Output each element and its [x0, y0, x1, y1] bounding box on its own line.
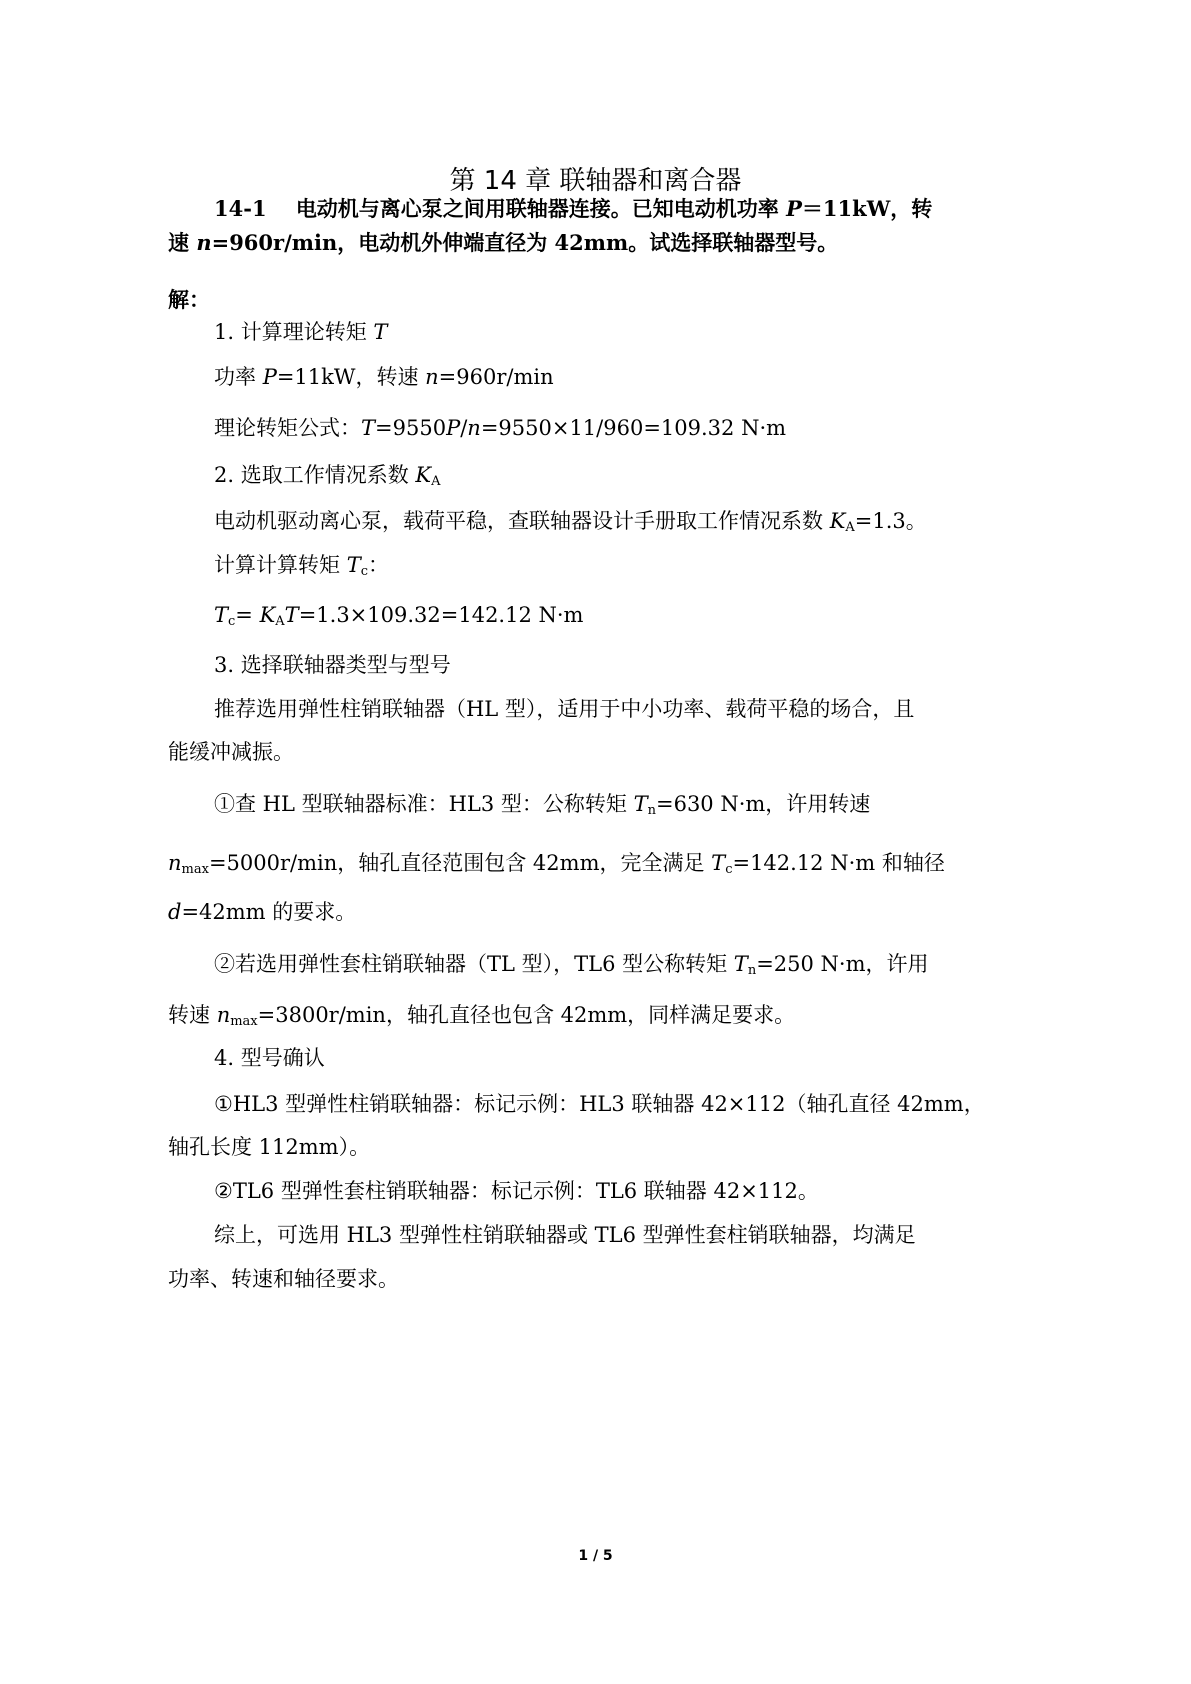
text: ①查 HL 型联轴器标准：HL3 型：公称转矩	[214, 792, 634, 816]
text: 理论转矩公式：	[214, 416, 361, 440]
var-K: K	[259, 603, 276, 627]
section-1-line-1	[214, 363, 554, 391]
section-1-heading	[214, 318, 387, 346]
var-P: P	[786, 196, 802, 221]
problem-text: 速	[168, 230, 197, 255]
var-n: n	[196, 230, 212, 255]
problem-line-1	[214, 195, 932, 223]
var-T: T	[346, 553, 361, 577]
var-T: T	[633, 792, 648, 816]
text: =9550×11/960=109.32 N·m	[480, 416, 787, 440]
section-1-formula	[214, 414, 786, 442]
text: /	[460, 416, 468, 440]
section-4-heading: 4. 型号确认	[214, 1046, 325, 1070]
var-P: P	[446, 416, 461, 440]
problem-text: ＝11kW，转	[801, 196, 933, 221]
var-K: K	[415, 463, 432, 487]
conclusion-line-1: 综上，可选用 HL3 型弹性柱销联轴器或 TL6 型弹性套柱销联轴器，均满足	[214, 1223, 916, 1247]
text: =5000r/min，轴孔直径范围包含 42mm，完全满足	[208, 851, 712, 875]
problem-text: 电动机与离心泵之间用联轴器连接。已知电动机功率	[295, 196, 787, 221]
section-4-para-1-line-2: 轴孔长度 112mm）。	[168, 1135, 371, 1159]
var-T: T	[373, 320, 388, 344]
subscript: n	[647, 803, 656, 818]
text: 计算计算转矩	[214, 553, 347, 577]
text: =42mm 的要求。	[181, 900, 357, 924]
text: =9550	[375, 416, 447, 440]
text: =250 N·m，许用	[756, 952, 929, 976]
heading-text: 2. 选取工作情况系数	[214, 463, 416, 487]
heading-text: 1. 计算理论转矩	[214, 320, 374, 344]
section-2-line-1	[214, 507, 927, 535]
section-4-para-1-line-1: ①HL3 型弹性柱销联轴器：标记示例：HL3 联轴器 42×112（轴孔直径 42mm，	[214, 1092, 985, 1116]
text: 转速	[168, 1003, 217, 1027]
var-P: P	[262, 365, 277, 389]
section-2-line-2	[214, 551, 389, 579]
var-n: n	[425, 365, 439, 389]
text: =1.3×109.32=142.12 N·m	[298, 603, 584, 627]
text: ：	[367, 553, 389, 577]
section-3-para-1-line-2: 能缓冲减振。	[168, 740, 294, 764]
var-d: d	[168, 900, 182, 924]
text: ②若选用弹性套柱销联轴器（TL 型），TL6 型公称转矩	[214, 952, 734, 976]
subscript: A	[275, 614, 285, 629]
solution-label: 解：	[168, 287, 210, 312]
section-3-para-2-line-2	[168, 849, 945, 877]
subscript: A	[845, 520, 855, 535]
problem-text: =960r/min，电动机外伸端直径为 42mm。试选择联轴器型号。	[211, 230, 839, 255]
var-n: n	[168, 851, 182, 875]
var-T: T	[284, 603, 299, 627]
subscript: A	[431, 474, 441, 489]
section-3-para-1-line-1: 推荐选用弹性柱销联轴器（HL 型），适用于中小功率、载荷平稳的场合，且	[214, 697, 915, 721]
text: =1.3。	[854, 509, 927, 533]
text: 功率	[214, 365, 263, 389]
chapter-title: 第 14 章 联轴器和离合器	[449, 166, 742, 196]
section-2-formula	[214, 601, 583, 629]
subscript: c	[228, 614, 236, 629]
var-T: T	[361, 416, 376, 440]
section-3-para-2-line-1	[214, 790, 870, 818]
subscript: max	[230, 1014, 258, 1029]
section-4-para-2: ②TL6 型弹性套柱销联轴器：标记示例：TL6 联轴器 42×112。	[214, 1179, 819, 1203]
problem-line-2	[168, 229, 838, 257]
var-T: T	[711, 851, 726, 875]
conclusion-line-2: 功率、转速和轴径要求。	[168, 1267, 399, 1291]
section-3-heading: 3. 选择联轴器类型与型号	[214, 653, 451, 677]
subscript: n	[747, 963, 757, 978]
text: =630 N·m，许用转速	[655, 792, 871, 816]
text: =142.12 N·m 和轴径	[732, 851, 945, 875]
section-3-para-2-line-3	[168, 898, 356, 926]
section-3-para-3-line-2	[168, 1001, 795, 1029]
text: =960r/min	[438, 365, 554, 389]
var-T: T	[733, 952, 748, 976]
section-2-heading	[214, 461, 440, 489]
var-T: T	[214, 603, 229, 627]
problem-number: 14-1	[214, 196, 267, 221]
text: =11kW，转速	[276, 365, 426, 389]
text: =3800r/min，轴孔直径也包含 42mm，同样满足要求。	[257, 1003, 796, 1027]
section-3-para-3-line-1	[214, 950, 929, 978]
text: 电动机驱动离心泵，载荷平稳，查联轴器设计手册取工作情况系数	[214, 509, 830, 533]
var-n: n	[467, 416, 481, 440]
subscript: c	[360, 564, 368, 579]
text: =	[235, 603, 260, 627]
var-K: K	[829, 509, 846, 533]
subscript: c	[725, 862, 733, 877]
var-n: n	[216, 1003, 231, 1027]
page-number: 1 / 5	[578, 1548, 613, 1564]
subscript: max	[181, 862, 209, 877]
